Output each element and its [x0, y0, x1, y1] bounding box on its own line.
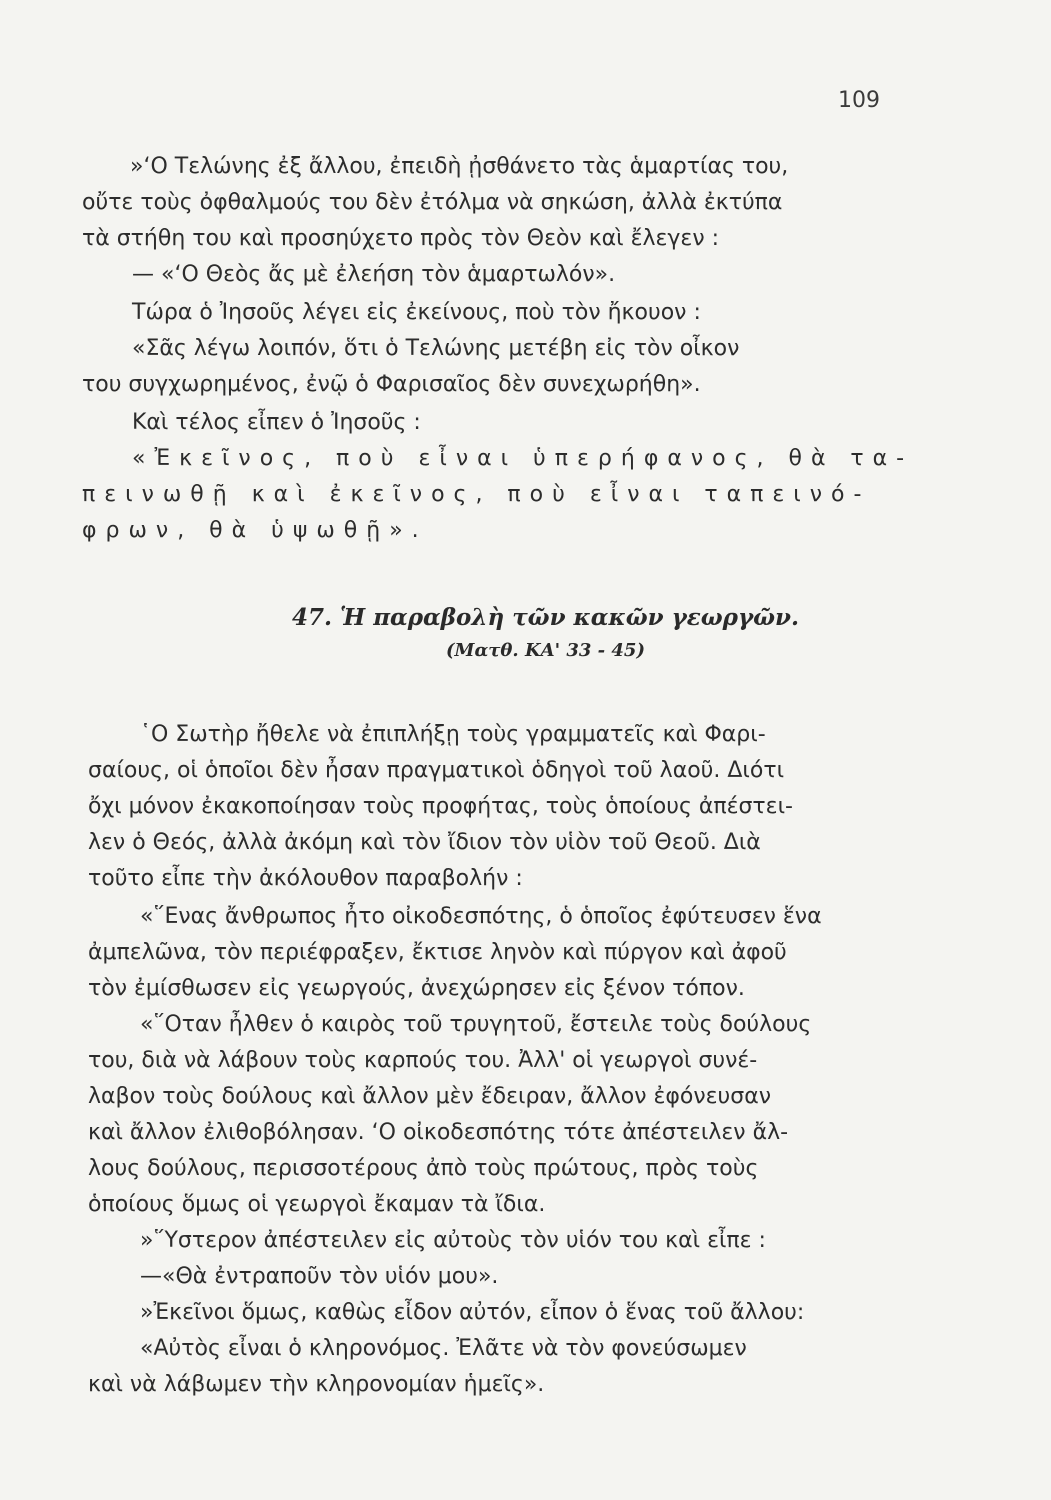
text-line: —«Θὰ ἐντραποῦν τὸν υἱόν μου». [140, 1264, 499, 1289]
text-line: ὄχι μόνον ἐκακοποίησαν τοὺς προφήτας, τοὺς ὁποίους ἀπέστει- [88, 794, 793, 819]
text-line: «Αὐτὸς εἶναι ὁ κληρονόμος. Ἐλᾶτε νὰ τὸν φονεύσωμεν [140, 1336, 747, 1361]
text-line: Καὶ τέλος εἶπεν ὁ Ἰησοῦς : [132, 410, 421, 435]
text-line: λεν ὁ Θεός, ἀλλὰ ἀκόμη καὶ τὸν ἴδιον τὸν υἱὸν τοῦ Θεοῦ. Διὰ [88, 830, 761, 855]
text-line: τὰ στήθη του καὶ προσηύχετο πρὸς τὸν Θεὸν καὶ ἔλεγεν : [82, 226, 720, 251]
text-line: του, διὰ νὰ λάβουν τοὺς καρπούς του. Ἀλλ' οἱ γεωργοὶ συνέ- [88, 1048, 758, 1073]
text-line: «῞Οταν ἦλθεν ὁ καιρὸς τοῦ τρυγητοῦ, ἔστειλε τοὺς δούλους [140, 1012, 812, 1037]
text-line: οὔτε τοὺς ὀφθαλμούς του δὲν ἐτόλμα νὰ σηκώση, ἀλλὰ ἐκτύπα [82, 190, 783, 215]
text-line: — «‘Ο Θεὸς ἄς μὲ ἐλεήση τὸν ἁμαρτωλόν». [132, 262, 616, 287]
text-line-spaced: πεινωθῇ καὶ ἐκεῖνος, ποὺ εἶναι ταπεινό- [82, 482, 871, 507]
text-line: «῞Ενας ἄνθρωπος ἦτο οἰκοδεσπότης, ὁ ὁποῖος ἐφύτευσεν ἕνα [140, 904, 822, 929]
text-line: τοῦτο εἶπε τὴν ἀκόλουθον παραβολήν : [88, 866, 523, 891]
text-line: λους δούλους, περισσοτέρους ἀπὸ τοὺς πρώτους, πρὸς τοὺς [88, 1156, 759, 1181]
text-line: ῾Ο Σωτὴρ ἤθελε νὰ ἐπιπλήξῃ τοὺς γραμματεῖς καὶ Φαρι- [140, 722, 766, 747]
text-line: «Σᾶς λέγω λοιπόν, ὅτι ὁ Τελώνης μετέβη εἰς τὸν οἶκον [132, 336, 740, 361]
text-line-spaced: φρων, θὰ ὑψωθῇ». [82, 518, 428, 543]
text-line: Τώρα ὁ Ἰησοῦς λέγει εἰς ἐκείνους, ποὺ τὸν ἤκουον : [132, 300, 701, 325]
text-line: λαβον τοὺς δούλους καὶ ἄλλον μὲν ἔδειραν, ἄλλον ἐφόνευσαν [88, 1084, 771, 1109]
text-line: σαίους, οἱ ὁποῖοι δὲν ἦσαν πραγματικοὶ ὁδηγοὶ τοῦ λαοῦ. Διότι [88, 758, 785, 783]
text-line: »῞Υστερον ἀπέστειλεν εἰς αὐτοὺς τὸν υἱόν του καὶ εἶπε : [140, 1228, 766, 1253]
page-number: 109 [838, 88, 880, 113]
section-title: 47. Ἡ παραβολὴ τῶν κακῶν γεωργῶν. [292, 604, 799, 631]
text-line: καὶ ἄλλον ἐλιθοβόλησαν. ‘Ο οἰκοδεσπότης τότε ἀπέστειλεν ἄλ- [88, 1120, 789, 1145]
text-line-spaced: «Ἐκεῖνος, ποὺ εἶναι ὑπερήφανος, θὰ τα- [132, 446, 914, 471]
text-line: ὁποίους ὅμως οἱ γεωργοὶ ἔκαμαν τὰ ἴδια. [88, 1192, 546, 1217]
section-reference: (Ματθ. ΚΑ' 33 - 45) [446, 640, 645, 661]
text-line: καὶ νὰ λάβωμεν τὴν κληρονομίαν ἡμεῖς». [88, 1372, 545, 1397]
text-line: »‘Ο Τελώνης ἐξ ἄλλου, ἐπειδὴ ᾐσθάνετο τὰς ἁμαρτίας του, [130, 154, 789, 179]
text-line: τὸν ἐμίσθωσεν εἰς γεωργούς, ἀνεχώρησεν εἰς ξένον τόπον. [88, 976, 745, 1001]
text-line: ἀμπελῶνα, τὸν περιέφραξεν, ἔκτισε ληνὸν καὶ πύργον καὶ ἀφοῦ [88, 940, 787, 965]
text-line: του συγχωρημένος, ἐνῷ ὁ Φαρισαῖος δὲν συνεχωρήθη». [82, 372, 701, 397]
text-line: »Ἐκεῖνοι ὅμως, καθὼς εἶδον αὐτόν, εἶπον ὁ ἕνας τοῦ ἄλλου: [140, 1300, 805, 1325]
